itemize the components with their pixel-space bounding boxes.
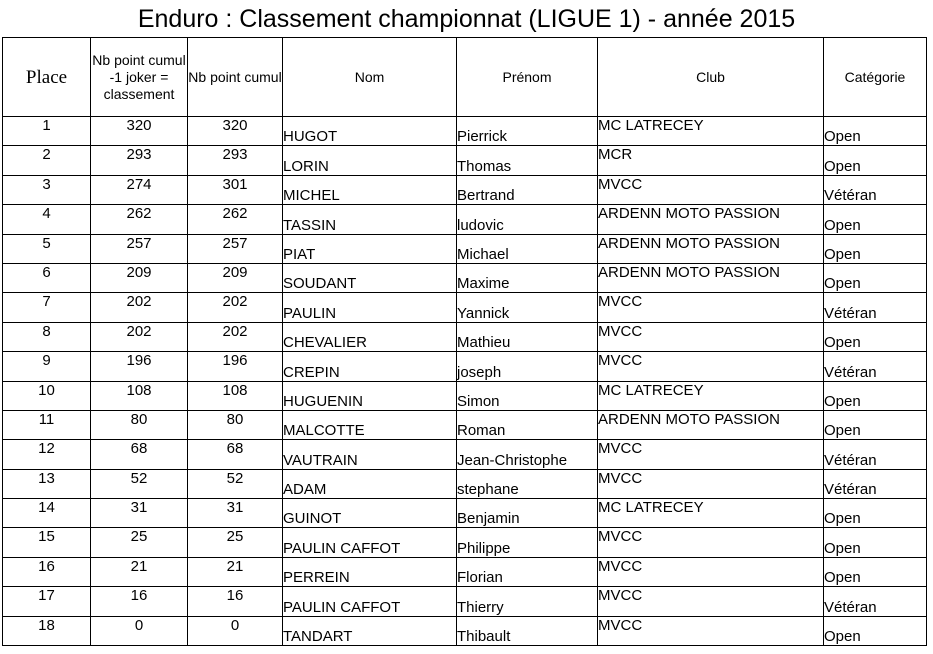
cell-joker: 16 <box>91 587 188 616</box>
cell-nom: PIAT <box>283 234 457 263</box>
cell-club: ARDENN MOTO PASSION <box>598 410 824 439</box>
table-row <box>3 440 927 469</box>
cell-nom: LORIN <box>283 146 457 175</box>
cell-joker: 293 <box>91 146 188 175</box>
cell-club: MVCC <box>598 322 824 351</box>
cell-cumul: 257 <box>188 234 283 263</box>
cell-joker: 80 <box>91 410 188 439</box>
table-row <box>3 322 927 351</box>
cell-place: 13 <box>3 469 91 498</box>
cell-club: MVCC <box>598 469 824 498</box>
cell-place: 4 <box>3 205 91 234</box>
cell-place: 10 <box>3 381 91 410</box>
table-row <box>3 499 927 528</box>
cell-prenom: Michael <box>457 234 598 263</box>
cell-joker: 108 <box>91 381 188 410</box>
table-row <box>3 557 927 586</box>
cell-club: ARDENN MOTO PASSION <box>598 263 824 292</box>
cell-club: MVCC <box>598 293 824 322</box>
table-header-row <box>3 38 927 117</box>
cell-prenom: Thomas <box>457 146 598 175</box>
cell-prenom: Philippe <box>457 528 598 557</box>
cell-joker: 202 <box>91 293 188 322</box>
cell-cumul: 21 <box>188 557 283 586</box>
cell-place: 8 <box>3 322 91 351</box>
cell-joker: 25 <box>91 528 188 557</box>
cell-categorie: Open <box>824 117 927 146</box>
cell-cumul: 0 <box>188 616 283 645</box>
cell-club: MVCC <box>598 616 824 645</box>
cell-club: MCR <box>598 146 824 175</box>
cell-cumul: 320 <box>188 117 283 146</box>
cell-place: 14 <box>3 499 91 528</box>
cell-categorie: Open <box>824 205 927 234</box>
cell-nom: PAULIN CAFFOT <box>283 587 457 616</box>
cell-nom: CHEVALIER <box>283 322 457 351</box>
cell-categorie: Open <box>824 616 927 645</box>
table-row <box>3 205 927 234</box>
table-row <box>3 587 927 616</box>
cell-categorie: Open <box>824 234 927 263</box>
cell-prenom: Pierrick <box>457 117 598 146</box>
cell-joker: 68 <box>91 440 188 469</box>
cell-cumul: 202 <box>188 293 283 322</box>
cell-categorie: Open <box>824 263 927 292</box>
header-club: Club <box>598 38 824 117</box>
table-row <box>3 263 927 292</box>
cell-prenom: Bertrand <box>457 175 598 204</box>
cell-club: MVCC <box>598 352 824 381</box>
table-row <box>3 381 927 410</box>
cell-club: MVCC <box>598 557 824 586</box>
cell-cumul: 68 <box>188 440 283 469</box>
cell-cumul: 16 <box>188 587 283 616</box>
cell-categorie: Open <box>824 381 927 410</box>
cell-place: 1 <box>3 117 91 146</box>
cell-categorie: Open <box>824 499 927 528</box>
cell-nom: SOUDANT <box>283 263 457 292</box>
table-row <box>3 117 927 146</box>
table-row <box>3 234 927 263</box>
cell-joker: 196 <box>91 352 188 381</box>
table-row <box>3 175 927 204</box>
cell-prenom: Maxime <box>457 263 598 292</box>
cell-categorie: Vétéran <box>824 175 927 204</box>
cell-place: 5 <box>3 234 91 263</box>
cell-joker: 52 <box>91 469 188 498</box>
table-row <box>3 146 927 175</box>
table-row <box>3 410 927 439</box>
cell-place: 18 <box>3 616 91 645</box>
cell-joker: 262 <box>91 205 188 234</box>
header-nb-point-joker: Nb point cumul -1 joker = classement <box>91 38 188 117</box>
cell-club: MVCC <box>598 587 824 616</box>
cell-joker: 0 <box>91 616 188 645</box>
cell-place: 7 <box>3 293 91 322</box>
cell-categorie: Vétéran <box>824 293 927 322</box>
cell-prenom: Benjamin <box>457 499 598 528</box>
cell-place: 3 <box>3 175 91 204</box>
cell-nom: MALCOTTE <box>283 410 457 439</box>
cell-place: 12 <box>3 440 91 469</box>
cell-categorie: Open <box>824 322 927 351</box>
cell-club: ARDENN MOTO PASSION <box>598 234 824 263</box>
cell-nom: HUGOT <box>283 117 457 146</box>
cell-nom: CREPIN <box>283 352 457 381</box>
cell-cumul: 301 <box>188 175 283 204</box>
cell-nom: GUINOT <box>283 499 457 528</box>
cell-club: MC LATRECEY <box>598 499 824 528</box>
cell-cumul: 293 <box>188 146 283 175</box>
header-categorie: Catégorie <box>824 38 927 117</box>
cell-nom: MICHEL <box>283 175 457 204</box>
table-row <box>3 293 927 322</box>
cell-prenom: Thierry <box>457 587 598 616</box>
cell-cumul: 209 <box>188 263 283 292</box>
cell-cumul: 202 <box>188 322 283 351</box>
cell-cumul: 196 <box>188 352 283 381</box>
cell-nom: TASSIN <box>283 205 457 234</box>
page-title: Enduro : Classement championnat (LIGUE 1) - année 2015 <box>137 5 796 33</box>
cell-categorie: Vétéran <box>824 469 927 498</box>
cell-prenom: Yannick <box>457 293 598 322</box>
cell-place: 2 <box>3 146 91 175</box>
cell-joker: 21 <box>91 557 188 586</box>
header-nb-point-cumul: Nb point cumul <box>188 38 283 117</box>
cell-cumul: 52 <box>188 469 283 498</box>
ranking-table <box>2 37 927 646</box>
cell-categorie: Open <box>824 528 927 557</box>
cell-categorie: Vétéran <box>824 352 927 381</box>
cell-prenom: Mathieu <box>457 322 598 351</box>
cell-joker: 257 <box>91 234 188 263</box>
cell-nom: HUGUENIN <box>283 381 457 410</box>
cell-nom: PAULIN CAFFOT <box>283 528 457 557</box>
cell-nom: PAULIN <box>283 293 457 322</box>
cell-nom: TANDART <box>283 616 457 645</box>
cell-club: MVCC <box>598 528 824 557</box>
cell-prenom: Florian <box>457 557 598 586</box>
table-row <box>3 469 927 498</box>
table-row <box>3 616 927 645</box>
cell-joker: 202 <box>91 322 188 351</box>
cell-categorie: Open <box>824 146 927 175</box>
cell-club: MC LATRECEY <box>598 381 824 410</box>
cell-cumul: 262 <box>188 205 283 234</box>
cell-place: 15 <box>3 528 91 557</box>
cell-prenom: Roman <box>457 410 598 439</box>
cell-prenom: stephane <box>457 469 598 498</box>
cell-place: 6 <box>3 263 91 292</box>
cell-joker: 209 <box>91 263 188 292</box>
cell-place: 9 <box>3 352 91 381</box>
cell-cumul: 31 <box>188 499 283 528</box>
table-row <box>3 352 927 381</box>
cell-cumul: 80 <box>188 410 283 439</box>
table-row <box>3 528 927 557</box>
cell-categorie: Open <box>824 410 927 439</box>
cell-cumul: 25 <box>188 528 283 557</box>
cell-nom: PERREIN <box>283 557 457 586</box>
cell-prenom: joseph <box>457 352 598 381</box>
cell-nom: ADAM <box>283 469 457 498</box>
cell-prenom: Jean-Christophe <box>457 440 598 469</box>
cell-joker: 31 <box>91 499 188 528</box>
cell-club: MVCC <box>598 175 824 204</box>
cell-prenom: Thibault <box>457 616 598 645</box>
cell-club: ARDENN MOTO PASSION <box>598 205 824 234</box>
cell-nom: VAUTRAIN <box>283 440 457 469</box>
header-place: Place <box>3 38 91 117</box>
cell-categorie: Vétéran <box>824 440 927 469</box>
header-nom: Nom <box>283 38 457 117</box>
cell-categorie: Vétéran <box>824 587 927 616</box>
cell-cumul: 108 <box>188 381 283 410</box>
cell-place: 11 <box>3 410 91 439</box>
cell-prenom: Simon <box>457 381 598 410</box>
header-prenom: Prénom <box>457 38 598 117</box>
cell-place: 17 <box>3 587 91 616</box>
cell-joker: 320 <box>91 117 188 146</box>
cell-prenom: ludovic <box>457 205 598 234</box>
cell-club: MC LATRECEY <box>598 117 824 146</box>
cell-categorie: Open <box>824 557 927 586</box>
cell-club: MVCC <box>598 440 824 469</box>
cell-place: 16 <box>3 557 91 586</box>
cell-joker: 274 <box>91 175 188 204</box>
